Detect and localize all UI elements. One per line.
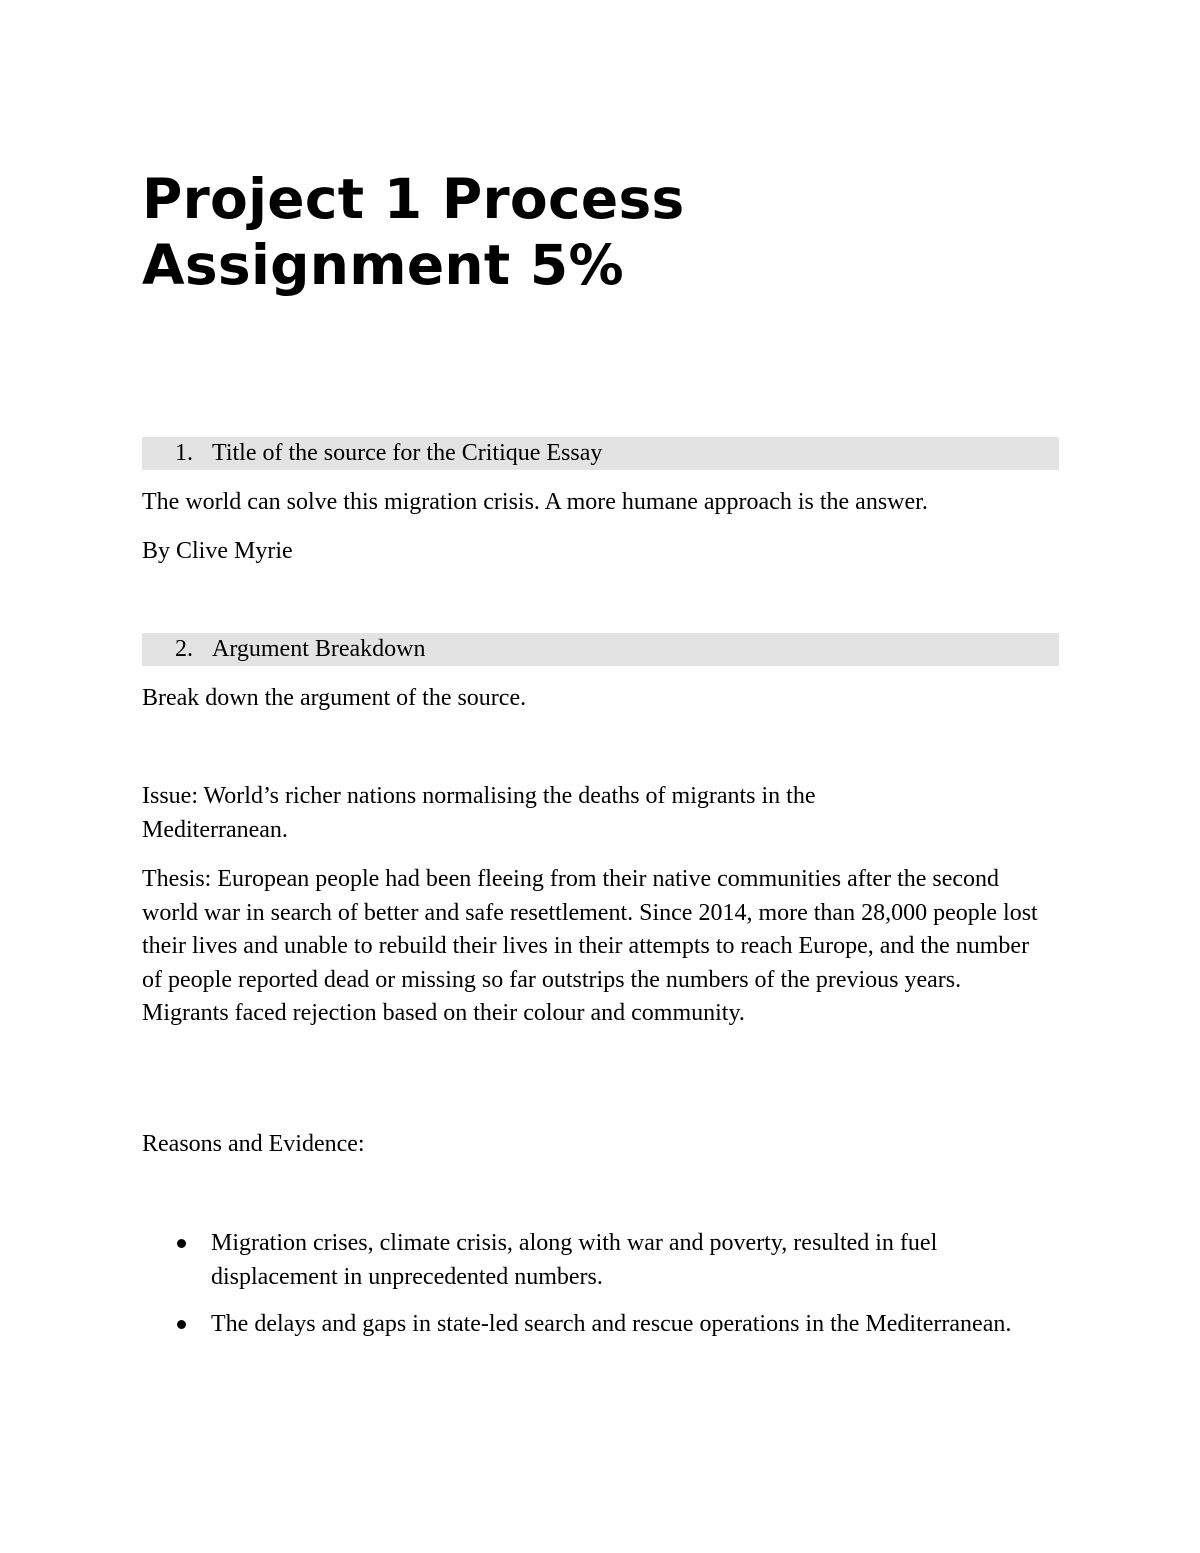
section-number: 2. [175, 636, 193, 662]
title-line-2: Assignment 5% [142, 233, 624, 297]
title-line-1: Project 1 Process [142, 167, 685, 231]
bullet-icon [177, 1320, 186, 1329]
reasons-list [142, 1227, 1062, 1356]
list-item [142, 1227, 1062, 1294]
section-heading-2 [142, 633, 1059, 666]
breakdown-instruction: Break down the argument of the source. [142, 685, 527, 711]
bullet-icon [177, 1239, 186, 1248]
section-heading-text: Title of the source for the Critique Essay [212, 440, 603, 466]
source-author: By Clive Myrie [142, 538, 293, 564]
issue-paragraph: Issue: World’s richer nations normalising the deaths of migrants in the Mediterranean. [142, 783, 816, 843]
list-item [142, 1308, 1062, 1342]
document-title [142, 166, 1042, 298]
section-heading-1 [142, 437, 1059, 470]
source-title: The world can solve this migration crisis. A more humane approach is the answer. [142, 489, 928, 515]
list-item-text: Migration crises, climate crisis, along with war and poverty, resulted in fuel displacement in unprecedented numbers. [211, 1230, 938, 1290]
section-heading-text: Argument Breakdown [212, 636, 426, 662]
reasons-label: Reasons and Evidence: [142, 1131, 365, 1157]
thesis-paragraph: Thesis: European people had been fleeing from their native communities after the second world war in search of better and safe resettlement. Since 2014, more than 28,000 people lost their lives and unable to rebuild their lives in their attempts to reach Europe, and the number of people reported dead or missing so far outstrips the numbers of the previous years. Migrants faced rejection based on their colour and community. [142, 866, 1038, 1027]
list-item-text: The delays and gaps in state-led search and rescue operations in the Mediterranean. [211, 1311, 1012, 1338]
section-number: 1. [175, 440, 193, 466]
